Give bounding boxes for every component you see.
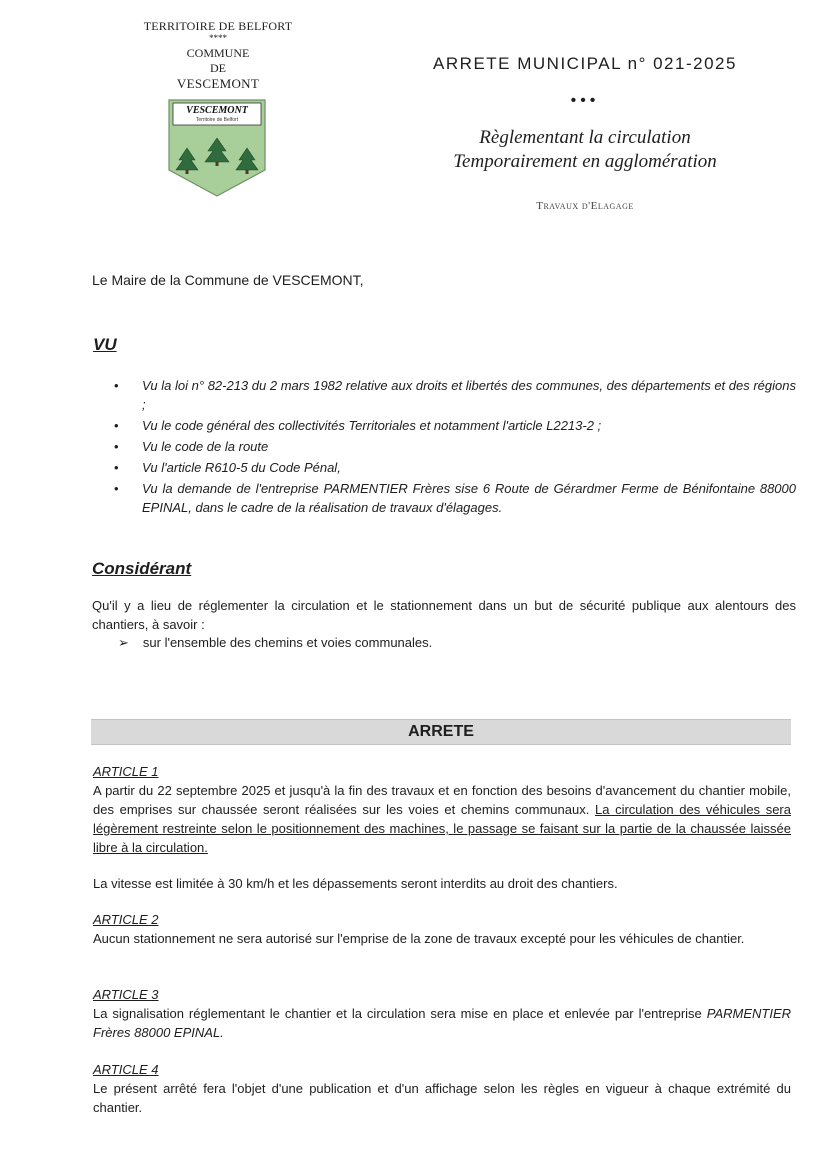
considerant-item-text: sur l'ensemble des chemins et voies communales. [142, 635, 433, 650]
crest-name-text: VESCEMONT [186, 105, 248, 116]
article-2-title: ARTICLE 2 [93, 912, 159, 927]
commune-label: COMMUNE [186, 46, 250, 60]
arrow-bullet-icon: ➢ [118, 635, 129, 650]
commune-name: VESCEMONT [176, 76, 260, 91]
article-2-text: Aucun stationnement ne sera autorisé sur l'emprise de la zone de travaux excepté pour les véhicules de chantier. [93, 931, 745, 946]
article-1-title: ARTICLE 1 [93, 764, 159, 779]
vu-item: • Vu le code général des collectivités Territoriales et notamment l'article L2213-2 ; [114, 418, 602, 433]
speed-limit-text: La vitesse est limitée à 30 km/h et les dépassements seront interdits au droit des chantiers. [93, 876, 618, 891]
territory-label: TERRITOIRE DE BELFORT [143, 19, 293, 33]
vu-heading: VU [93, 335, 117, 354]
article-3-company: PARMENTIER Frères 88000 EPINAL. [93, 1006, 791, 1040]
article-3-text: La signalisation réglementant le chantier et la circulation sera mise en place et enlevée par l'entreprise PARMENTIER Frères 88000 EPINAL. [93, 1006, 791, 1040]
title-separator-dots: ••• [570, 92, 600, 109]
vescemont-crest-logo [167, 98, 267, 198]
works-type-label: Travaux d'Elagage [536, 200, 634, 212]
bullet-icon: • [114, 460, 119, 475]
vu-item: • Vu la loi n° 82-213 du 2 mars 1982 relative aux droits et libertés des communes, des départements et des régions ; [114, 378, 796, 412]
municipality-header [118, 18, 318, 92]
bullet-icon: • [114, 418, 119, 433]
vu-item: • Vu la demande de l'entreprise PARMENTIER Frères sise 6 Route de Gérardmer Ferme de Bénifontaine 88000 EPINAL, dans le cadre de la réalisation de travaux d'élagages. [114, 481, 796, 515]
bullet-icon: • [114, 439, 119, 454]
vu-list [92, 376, 796, 519]
vu-item: • Vu l'article R610-5 du Code Pénal, [114, 460, 341, 475]
crest-sub-text: Territoire de Belfort [195, 117, 239, 123]
article-3-title: ARTICLE 3 [93, 987, 159, 1002]
arrete-heading-bar: ARRETE [91, 719, 791, 745]
considerant-heading: Considérant [92, 559, 192, 578]
subtitle-line-2: Temporairement en agglomération [453, 151, 717, 172]
bullet-icon: • [114, 481, 119, 496]
decree-subtitle [410, 126, 760, 174]
subtitle-line-1: Règlementant la circulation [479, 127, 691, 148]
commune-de-label: DE [210, 61, 226, 75]
decree-title: ARRETE MUNICIPAL n° 021-2025 [433, 54, 737, 73]
article-4-text: Le présent arrêté fera l'objet d'une publication et d'un affichage selon les règles en vigueur à chaque extrémité du chantier. [93, 1081, 791, 1115]
header-stars: **** [209, 33, 227, 43]
article-1-text: A partir du 22 septembre 2025 et jusqu'à la fin des travaux et en fonction des besoins d'avancement du chantier mobile, des emprises sur chaussée seront réalisées sur les voies et chemins communaux. La circulation des véhicules sera légèrement restreinte selon le positionnement des machines, le passage se faisant sur la partie de la chaussée laissée libre à la circulation. [93, 783, 791, 855]
vu-item: • Vu le code de la route [114, 439, 269, 454]
mayor-intro: Le Maire de la Commune de VESCEMONT, [92, 272, 364, 288]
article-1-underlined-text: La circulation des véhicules sera légèrement restreinte selon le positionnement des machines, le passage se faisant sur la partie de la chaussée laissée libre à la circulation. [93, 802, 791, 855]
considerant-item [118, 633, 432, 652]
bullet-icon: • [114, 378, 119, 393]
article-4-title: ARTICLE 4 [93, 1062, 159, 1077]
considerant-text: Qu'il y a lieu de réglementer la circulation et le stationnement dans un but de sécurité publique aux alentours des chantiers, à savoir : [92, 598, 796, 632]
